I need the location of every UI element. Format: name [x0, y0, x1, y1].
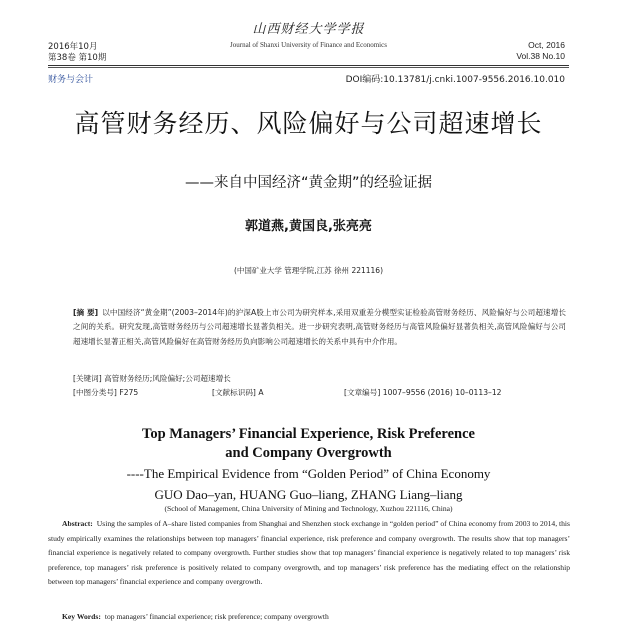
journal-name-en: Journal of Shanxi University of Finance and Economics: [230, 41, 387, 49]
authors-cn: 郭道燕,黄国良,张亮亮: [245, 219, 372, 234]
section-label: 财务与会计: [48, 75, 94, 85]
issue-date-cn: 2016年10月: [48, 42, 98, 52]
issue-date-en: Oct, 2016: [528, 40, 565, 50]
paper-title-en-line1: Top Managers’ Financial Experience, Risk Preference: [142, 426, 475, 442]
doc-code: [212, 387, 264, 398]
keywords-cn-text: 高管财务经历;风险偏好;公司超速增长: [104, 374, 231, 383]
abstract-en-text: Using the samples of A–share listed companies from Shanghai and Shenzhen stock exchange in “golden period” of China economy from 2003 to 2014, this study empirically examines the relationships between top managers’ financial experience, risk preference and company overgrowth. The results show that top managers’ financial experience is negatively related to company overgrowth. Further studies show that top managers’ financial experience is negatively related to top managers’ risk preference, top managers’ risk preference is positively related to company overgrowth, and top managers’ risk preference has the mediating effect on the relationship between top managers’ financial experience and company overgrowth.: [48, 519, 570, 587]
abstract-cn-label: [摘 要]: [73, 308, 99, 317]
keywords-cn: [73, 373, 231, 384]
header-rule: [48, 65, 569, 66]
paper-title-cn: 高管财务经历、风险偏好与公司超速增长: [74, 109, 543, 138]
header-rule-thin: [48, 67, 569, 68]
clc-number: [73, 387, 138, 398]
doc-code-label: [文献标识码]: [212, 388, 256, 397]
keywords-en: [62, 612, 329, 621]
doi: DOI编码:10.13781/j.cnki.1007-9556.2016.10.010: [345, 75, 565, 85]
keywords-en-text: top managers’ financial experience; risk preference; company overgrowth: [104, 612, 329, 621]
journal-name-cn: 山西财经大学学报: [252, 22, 365, 37]
doc-code-value: A: [258, 388, 264, 397]
clc-label: [中图分类号]: [73, 388, 117, 397]
abstract-en: [48, 517, 570, 590]
affiliation-cn: (中国矿业大学 管理学院,江苏 徐州 221116): [233, 266, 384, 275]
article-number: [344, 387, 502, 398]
authors-en: GUO Dao–yan, HUANG Guo–liang, ZHANG Liang–liang: [154, 487, 463, 502]
affiliation-en: (School of Management, China University of Mining and Technology, Xuzhou 221116, China): [164, 504, 453, 513]
abstract-cn-text: 以中国经济“黄金期”(2003–2014年)的沪深A股上市公司为研究样本,采用双重差分模型实证检验高管财务经历、风险偏好与公司超速增长之间的关系。研究发现,高管财务经历与公司超速增长显著负相关。进一步研究表明,高管财务经历与高管风险偏好显著负相关,高管风险偏好与公司超速增长显著正相关,高管风险偏好在高管财务经历负向影响公司超速增长的关系中具有中介作用。: [73, 308, 566, 346]
clc-value: F275: [119, 388, 139, 397]
issue-volume-en: Vol.38 No.10: [516, 51, 565, 61]
paper-title-en-line2: and Company Overgrowth: [225, 445, 392, 461]
abstract-en-label: Abstract:: [62, 519, 93, 528]
keywords-cn-label: [关键词]: [73, 374, 102, 383]
keywords-en-label: Key Words:: [62, 612, 101, 621]
paper-subtitle-en: ----The Empirical Evidence from “Golden Period” of China Economy: [126, 466, 491, 481]
article-number-value: 1007–9556 (2016) 10–0113–12: [382, 388, 502, 397]
issue-volume-cn: 第38卷 第10期: [48, 53, 107, 63]
paper-title-en: [0, 425, 617, 463]
abstract-cn: [73, 306, 566, 349]
paper-subtitle-cn: ——来自中国经济“黄金期”的经验证据: [184, 175, 433, 191]
article-number-label: [文章编号]: [344, 388, 381, 397]
